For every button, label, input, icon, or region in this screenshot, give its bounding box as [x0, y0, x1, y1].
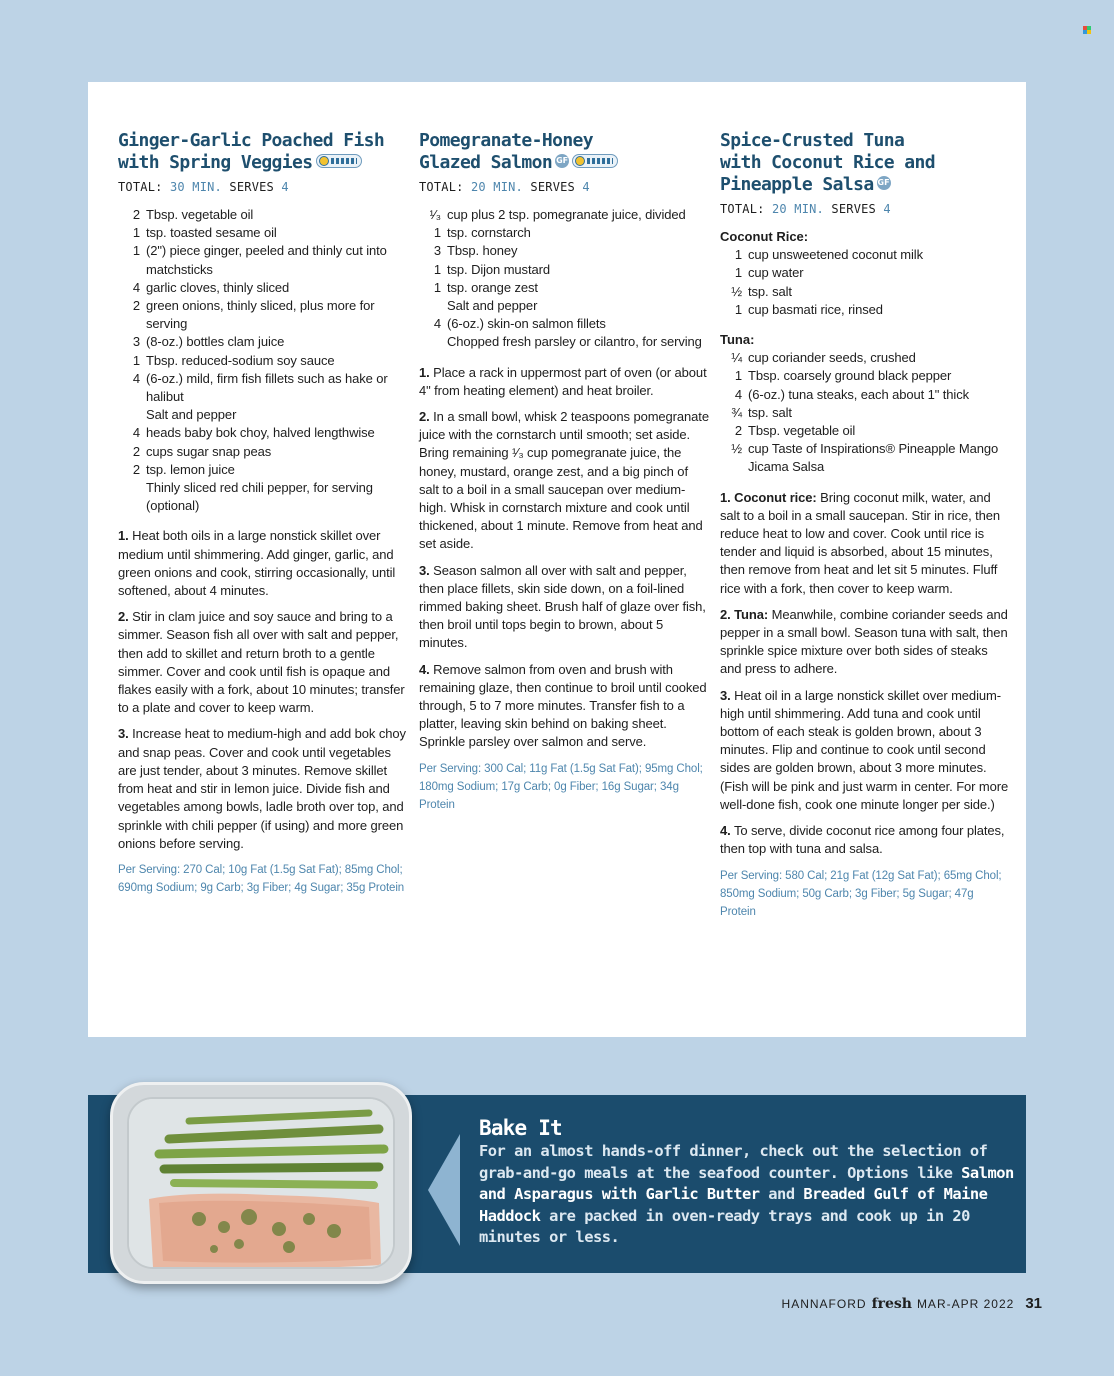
ingredient-quantity: 4: [132, 279, 140, 295]
gluten-free-badge: GF: [555, 154, 569, 168]
nutrition-info: Per Serving: 580 Cal; 21g Fat (12g Sat Fat); 65mg Chol; 850mg Sodium; 50g Carb; 3g Fiber; 5g Sugar; 47g Protein: [720, 869, 1002, 918]
ingredient-quantity: 1: [734, 265, 742, 281]
step-number: 4.: [419, 661, 430, 677]
ingredient-text: garlic cloves, thinly sliced: [146, 279, 290, 295]
nutrition-info: Per Serving: 300 Cal; 11g Fat (1.5g Sat Fat); 95mg Chol; 180mg Sodium; 17g Carb; 0g Fiber; 16g Sugar; 34g Protein: [419, 762, 703, 812]
serves-count: 4: [281, 180, 289, 194]
total-time: 20 MIN.: [471, 180, 523, 194]
ingredient-text: cups sugar snap peas: [146, 443, 272, 459]
ingredient-text: tsp. Dijon mustard: [447, 261, 550, 277]
ingredient-quantity: 1: [433, 225, 441, 241]
step-number: 1.: [720, 489, 731, 505]
recipe-title-line: Pineapple Salsa: [720, 174, 874, 195]
ingredient-item: [118, 461, 408, 479]
ingredient-quantity: 1: [132, 225, 140, 241]
instruction-step: [720, 489, 1010, 598]
ingredient-item: [118, 424, 408, 442]
total-time: 30 MIN.: [170, 180, 222, 194]
recipe-column-3: [720, 130, 1010, 921]
step-text: Meanwhile, combine coriander seeds and pepper in a small bowl. Season tuna with salt, then sprinkle spice mixture over both sides of steaks and press to adhere.: [720, 606, 1008, 677]
ingredient-list: [419, 206, 709, 352]
ingredient-quantity: 1: [132, 243, 140, 259]
instruction-step: [720, 822, 1010, 858]
recipe-title-line: with Coconut Rice and: [720, 152, 935, 173]
ingredient-quantity: 4: [433, 316, 441, 332]
page-number: 31: [1025, 1295, 1042, 1312]
step-number: 3.: [118, 726, 129, 742]
ingredient-item: [118, 333, 408, 351]
step-number: 2.: [118, 609, 129, 625]
ingredient-item: [720, 283, 1010, 301]
ingredient-item: [419, 224, 709, 242]
step-number: 3.: [419, 562, 430, 578]
ingredient-quantity: 4: [132, 370, 140, 386]
heart-check-icon: [316, 154, 362, 168]
ingredient-item: [419, 279, 709, 297]
ingredient-quantity: ¹⁄₃: [429, 207, 441, 222]
ingredient-quantity: 1: [734, 368, 742, 384]
ingredient-text: cup Taste of Inspirations® Pineapple Mango Jicama Salsa: [748, 441, 999, 475]
step-number: 4.: [720, 823, 731, 839]
step-lead: Coconut rice:: [734, 489, 817, 505]
ingredient-text: Salt and pepper: [447, 298, 538, 314]
ingredient-item: [118, 242, 408, 278]
publisher: HANNAFORD: [781, 1297, 867, 1311]
ingredient-text: (6-oz.) mild, firm fish fillets such as hake or halibut: [146, 370, 388, 405]
ingredient-quantity: 2: [132, 443, 140, 459]
ingredient-quantity: 2: [132, 298, 140, 314]
ingredient-quantity: 1: [433, 261, 441, 277]
ingredient-item: [118, 406, 408, 424]
step-text: Heat both oils in a large nonstick skillet over medium until shimmering. Add ginger, garlic, and green onions and cook, stirring occasionally, until softened, about 4 minutes.: [118, 528, 396, 599]
ingredient-quantity: 3: [433, 243, 441, 259]
ingredient-quantity: ½: [731, 283, 742, 299]
step-text: To serve, divide coconut rice among four plates, then top with tuna and salsa.: [720, 823, 1005, 857]
ingredient-quantity: 4: [132, 425, 140, 441]
ingredient-group-heading: Coconut Rice:: [720, 229, 809, 244]
recipe-title-line: Spice-Crusted Tuna: [720, 130, 905, 151]
ingredient-item: [118, 443, 408, 461]
step-text: Place a rack in uppermost part of oven (or about 4" from heating element) and heat broiler.: [419, 364, 707, 398]
step-text: Season salmon all over with salt and pepper, then place fillets, skin side down, on a foil-lined rimmed baking sheet. Brush half of glaze over fish, then broil until tops begin to brown, about 5 minutes.: [419, 562, 706, 651]
step-text: Stir in clam juice and soy sauce and bring to a simmer. Season fish all over with salt and pepper, then add to skillet and return broth to a gentle simmer. Cover and cook until fish is opaque and flakes easily with a fork, about 10 minutes; transfer to a plate and cover to keep warm.: [118, 609, 405, 716]
total-label: TOTAL:: [118, 180, 163, 194]
ingredient-quantity: 3: [132, 334, 140, 350]
ingredient-item: [720, 301, 1010, 319]
recipe-meta: [118, 179, 408, 195]
instruction-step: [118, 725, 408, 852]
ingredient-text: (2") piece ginger, peeled and thinly cut into matchsticks: [146, 243, 387, 277]
ingredient-item: [118, 479, 408, 515]
ingredient-text: cup basmati rice, rinsed: [748, 301, 883, 317]
ingredient-quantity: 2: [132, 461, 140, 477]
magazine-name: fresh: [871, 1296, 912, 1312]
ingredient-item: [419, 261, 709, 279]
ingredient-text: cup water: [748, 265, 804, 281]
gluten-free-badge: GF: [877, 176, 891, 190]
ingredient-item: [720, 264, 1010, 282]
ingredient-list: [118, 206, 408, 515]
ingredient-text: (8-oz.) bottles clam juice: [146, 334, 285, 350]
ingredient-item: [720, 386, 1010, 404]
recipe-meta: [419, 179, 709, 195]
ingredient-text: cup plus 2 tsp. pomegranate juice, divided: [447, 207, 686, 222]
product-highlight: Breaded Gulf of Maine Haddock: [479, 1185, 988, 1225]
heart-check-icon: [572, 154, 618, 168]
ingredient-quantity: [419, 333, 447, 351]
step-text: Remove salmon from oven and brush with remaining glaze, then continue to broil until cooked through, 5 to 7 more minutes. Transfer fish to a platter, leaving skin behind on baking sheet. Sprinkle parsley over salmon and serve.: [419, 661, 707, 750]
instruction-step: [419, 408, 709, 554]
ingredient-quantity: ¾: [731, 404, 742, 420]
recipe-card: [88, 82, 1026, 1037]
ingredient-item: [118, 352, 408, 370]
bake-it-title: Bake It: [479, 1116, 562, 1140]
ingredient-text: (6-oz.) tuna steaks, each about 1" thick: [748, 386, 970, 402]
serves-label: SERVES: [229, 180, 274, 194]
ingredient-quantity: [419, 297, 447, 315]
recipe-title-line: Pomegranate-Honey: [419, 130, 594, 151]
recipe-column-1: [118, 130, 408, 897]
ingredient-quantity: 2: [734, 423, 742, 439]
ingredient-item: [419, 315, 709, 333]
step-number: 2.: [419, 409, 430, 425]
issue-date: MAR-APR 2022: [916, 1297, 1015, 1311]
ingredient-item: [118, 370, 408, 406]
ingredient-quantity: ¼: [731, 350, 742, 366]
ingredient-quantity: 4: [734, 386, 742, 402]
ingredient-quantity: [118, 479, 146, 515]
corner-mark-icon: [1083, 26, 1091, 34]
ingredient-item: [419, 242, 709, 260]
ingredient-quantity: [118, 406, 146, 424]
recipe-meta: [720, 201, 1010, 217]
ingredient-item: [118, 206, 408, 224]
callout-arrow-icon: [428, 1134, 460, 1246]
serves-label: SERVES: [831, 202, 876, 216]
ingredient-text: tsp. salt: [748, 404, 792, 420]
nutrition-info: Per Serving: 270 Cal; 10g Fat (1.5g Sat Fat); 85mg Chol; 690mg Sodium; 9g Carb; 3g Fiber; 4g Sugar; 35g Protein: [118, 863, 405, 895]
step-text: In a small bowl, whisk 2 teaspoons pomegranate juice with the cornstarch until smooth; set aside. Bring remaining ¹⁄₃ cup pomegranate juice, the honey, mustard, orange zest, and a big pinch of salt to a boil in a small saucepan over medium-high. Whisk in cornstarch mixture and cook until thickened, about 1 minute. Remove from heat and set aside.: [419, 409, 709, 552]
ingredient-text: Tbsp. vegetable oil: [146, 207, 254, 222]
step-number: 2.: [720, 606, 731, 622]
total-label: TOTAL:: [419, 180, 464, 194]
instruction-step: [720, 606, 1010, 679]
product-highlight: Salmon and Asparagus with Garlic Butter: [479, 1163, 1014, 1204]
ingredient-text: Chopped fresh parsley or cilantro, for serving: [447, 334, 702, 350]
ingredient-text: tsp. cornstarch: [447, 225, 531, 241]
recipe-title-line: with Spring Veggies: [118, 152, 313, 173]
salmon-tray-image: [110, 1082, 412, 1284]
recipe-title: [720, 130, 1010, 196]
recipe-column-2: [419, 130, 709, 814]
ingredient-item: [118, 279, 408, 297]
serves-count: 4: [883, 202, 891, 216]
total-label: TOTAL:: [720, 202, 765, 216]
ingredient-item: [419, 206, 709, 224]
instruction-step: [419, 661, 709, 752]
ingredient-item: [419, 297, 709, 315]
instruction-step: [118, 608, 408, 717]
ingredient-text: Thinly sliced red chili pepper, for serving (optional): [146, 480, 373, 514]
ingredient-item: [118, 297, 408, 333]
ingredient-item: [720, 422, 1010, 440]
serves-label: SERVES: [530, 180, 575, 194]
ingredient-text: tsp. toasted sesame oil: [146, 225, 277, 241]
ingredient-item: [419, 333, 709, 351]
recipe-title: [419, 130, 709, 174]
step-text: Bring coconut milk, water, and salt to a boil in a small saucepan. Stir in rice, then reduce heat to low and cover. Cook until rice is tender and liquid is absorbed, about 15 minutes, then remove from heat and let sit 5 minutes. Fluff rice with a fork, then cover to keep warm.: [720, 489, 1001, 596]
ingredient-text: (6-oz.) skin-on salmon fillets: [447, 316, 606, 332]
step-text: Increase heat to medium-high and add bok choy and snap peas. Cover and cook until vegetables are just tender, about 3 minutes. Remove skillet from heat and stir in lemon juice. Divide fish and vegetables among bowls, ladle broth over top, and sprinkle with chili pepper (if using) and more green onions before serving.: [118, 726, 406, 851]
ingredient-text: cup unsweetened coconut milk: [748, 247, 923, 263]
ingredient-quantity: 1: [734, 247, 742, 263]
ingredient-text: tsp. salt: [748, 283, 792, 299]
page-footer: [782, 1295, 1042, 1312]
step-text: Heat oil in a large nonstick skillet over medium-high until shimmering. Add tuna and cook until bottom of each steak is golden brown, about 3 minutes. Flip and continue to cook until second sides are golden brown, about 3 more minutes. (Fish will be pink and just warm in center. For more well-done fish, cook one minute longer per side.): [720, 687, 1009, 812]
ingredient-text: tsp. lemon juice: [146, 461, 235, 477]
instruction-step: [419, 562, 709, 653]
instruction-step: [118, 527, 408, 600]
ingredient-quantity: 1: [132, 352, 140, 368]
bake-it-text: For an almost hands-off dinner, check out the selection of grab-and-go meals at the seafood counter. Options like Salmon and Asparagus with Garlic Butter and Breaded Gulf of Maine Haddock are packed in oven-ready trays and cook up in 20 minutes or less.: [479, 1142, 1014, 1247]
ingredient-item: [720, 367, 1010, 385]
ingredient-text: Tbsp. coarsely ground black pepper: [748, 368, 952, 384]
ingredient-text: Tbsp. vegetable oil: [748, 423, 856, 439]
ingredient-text: heads baby bok choy, halved lengthwise: [146, 425, 375, 441]
ingredient-text: tsp. orange zest: [447, 279, 538, 295]
recipe-title-line: Ginger-Garlic Poached Fish: [118, 130, 385, 151]
recipe-title-line: Glazed Salmon: [419, 152, 553, 173]
ingredient-list: [720, 246, 1010, 319]
instruction-step: [720, 687, 1010, 814]
step-number: 1.: [419, 364, 430, 380]
ingredient-item: [720, 349, 1010, 367]
ingredient-text: cup coriander seeds, crushed: [748, 350, 916, 366]
ingredient-item: [720, 404, 1010, 422]
ingredient-text: Salt and pepper: [146, 407, 237, 423]
ingredient-item: [720, 440, 1010, 476]
ingredient-text: Tbsp. reduced-sodium soy sauce: [146, 352, 335, 368]
ingredient-quantity: 1: [734, 301, 742, 317]
ingredient-quantity: ½: [731, 441, 742, 457]
ingredient-item: [720, 246, 1010, 264]
ingredient-list: [720, 349, 1010, 476]
instruction-step: [419, 364, 709, 400]
ingredient-quantity: 2: [132, 207, 140, 222]
ingredient-text: green onions, thinly sliced, plus more for serving: [146, 298, 375, 332]
step-lead: Tuna:: [734, 606, 769, 622]
total-time: 20 MIN.: [772, 202, 824, 216]
ingredient-text: Tbsp. honey: [447, 243, 518, 259]
recipe-title: [118, 130, 408, 174]
step-number: 3.: [720, 687, 731, 703]
ingredient-quantity: 1: [433, 279, 441, 295]
ingredient-group-heading: Tuna:: [720, 332, 755, 348]
ingredient-item: [118, 224, 408, 242]
step-number: 1.: [118, 528, 129, 544]
serves-count: 4: [582, 180, 590, 194]
